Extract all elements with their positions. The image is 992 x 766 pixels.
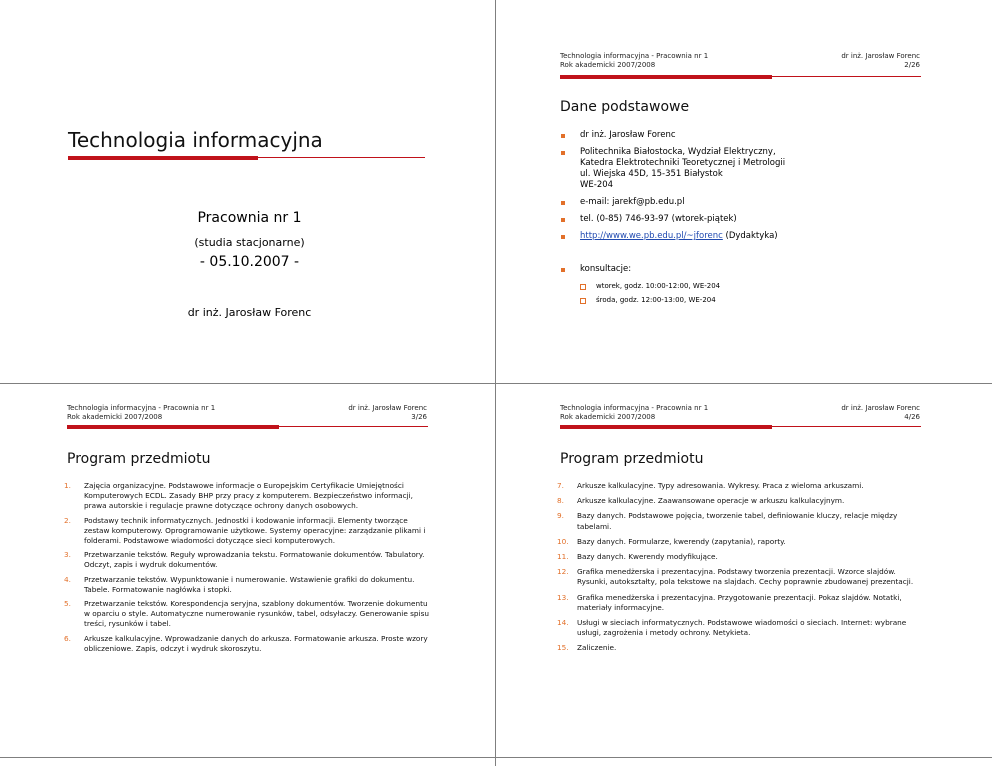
bullet-square-icon: [561, 201, 565, 205]
slide-2-basic-info: [497, 4, 988, 383]
item-number: 5.: [64, 599, 71, 609]
header-course: Technologia informacyjna - Pracownia nr 1: [560, 404, 709, 412]
slide-header-left: [560, 52, 708, 70]
item-text: Podstawy technik informatycznych. Jednostki i kodowanie informacji. Elementy tworzące zestaw komputerowy. Oprogramowanie użytkowe. Systemy operacyjne: zarządzanie plikami i folderami. Podstawowe wiadomości dotyczące sieci komputerowych.: [84, 515, 426, 546]
list-item: [557, 618, 927, 638]
item-text: Grafika menedżerska i prezentacyjna. Podstawy tworzenia prezentacji. Wzorce slajdów. Rysunki, autokształty, pola tekstowe na slajdach. Cechy poprawnie zbudowanej prezentacji.: [577, 567, 914, 587]
header-author: dr inż. Jarosław Forenc: [841, 52, 920, 60]
list-item: [64, 550, 434, 570]
website-link[interactable]: http://www.we.pb.edu.pl/~jforenc: [580, 231, 723, 241]
item-text: Arkusze kalkulacyjne. Zaawansowane operacje w arkuszu kalkulacyjnym.: [577, 496, 845, 506]
item-number: 1.: [64, 481, 71, 490]
list-item: [560, 264, 940, 305]
item-text: Przetwarzanie tekstów. Wypunktowanie i numerowanie. Wstawienie grafiki do dokumentu. Tabele. Formatowanie nagłówka i stopki.: [84, 574, 415, 594]
list-item: [560, 130, 940, 141]
program-list: [64, 481, 434, 658]
bullet-text: konsultacje:: [580, 264, 632, 274]
bullet-square-icon: [561, 218, 565, 222]
bullet-text: e-mail: jarekf@pb.edu.pl: [580, 197, 685, 207]
header-author: dr inż. Jarosław Forenc: [348, 404, 427, 412]
list-item: [64, 516, 434, 547]
header-rule-thin: [279, 426, 428, 427]
bullet-text: tel. (0-85) 746-93-97 (wtorek-piątek): [580, 214, 737, 224]
horizontal-divider: [0, 383, 992, 384]
item-number: 3.: [64, 550, 71, 560]
item-number: 7.: [557, 481, 564, 490]
header-course: Technologia informacyjna - Pracownia nr 1: [560, 52, 709, 60]
header-rule-thick: [560, 75, 772, 79]
item-text: Przetwarzanie tekstów. Reguły wprowadzania tekstu. Formatowanie dokumentów. Tabulatory. Odczyt, zapis i wydruk dokumentów.: [84, 550, 425, 570]
page-number: 3/26: [411, 413, 427, 421]
bullet-text: dr inż. Jarosław Forenc: [580, 130, 676, 140]
slide-title: Dane podstawowe: [560, 99, 690, 115]
slide-header-right: [841, 52, 920, 70]
header-course: Technologia informacyjna - Pracownia nr 1: [67, 404, 216, 412]
bullet-square-icon: [561, 151, 565, 155]
bullet-square-icon: [561, 268, 565, 272]
list-item: [560, 214, 940, 225]
slide-1-title: [4, 4, 495, 383]
list-item: [560, 147, 940, 191]
list-item: [557, 643, 927, 653]
slide-title: Program przedmiotu: [67, 451, 211, 467]
list-item: [557, 496, 927, 506]
item-text: Zajęcia organizacyjne. Podstawowe informacje o Europejskim Certyfikacie Umiejętności Komputerowych ECDL. Zasady BHP przy pracy z komputerem. Bezpieczeństwo informacji, prawa autorskie i regulacje prawne dotyczące ochrony danych osobowych.: [84, 481, 413, 511]
item-text: Bazy danych. Kwerendy modyfikujące.: [577, 552, 718, 562]
item-number: 8.: [557, 496, 564, 506]
slide-header-right: [348, 404, 427, 422]
page-number: 4/26: [904, 413, 920, 421]
item-text: Arkusze kalkulacyjne. Wprowadzanie danych do arkusza. Formatowanie arkusza. Proste wzory obliczeniowe. Zapis, odczyt i wydruk skoroszytu.: [84, 633, 428, 653]
hollow-square-icon: [580, 298, 586, 304]
bullet-square-icon: [561, 235, 565, 239]
consult-list: [580, 281, 940, 305]
list-item: [64, 575, 434, 595]
bullet-text: Politechnika Białostocka, Wydział Elektryczny, Katedra Elektrotechniki Teoretycznej i Metrologii ul. Wiejska 45D, 15-351 Białystok WE-204: [580, 147, 786, 190]
list-item: [64, 481, 434, 512]
list-item: [64, 599, 434, 630]
link-suffix: (Dydaktyka): [722, 231, 778, 241]
consult-item: [580, 281, 940, 291]
bullet-square-icon: [561, 134, 565, 138]
list-item: [557, 552, 927, 562]
list-item: [557, 537, 927, 547]
header-rule-thin: [772, 76, 921, 77]
title-underline-thin: [258, 157, 425, 158]
item-text: Usługi w sieciach informatycznych. Podstawowe wiadomości o sieciach. Internet: wybrane usługi, zagrożenia i metody ochrony. Netykieta.: [577, 618, 907, 638]
consult-text: środa, godz. 12:00-13:00, WE-204: [596, 296, 716, 304]
item-number: 11.: [557, 552, 569, 562]
slide-header-left: [67, 404, 215, 422]
header-rule-thick: [67, 425, 279, 429]
list-spacer: [560, 248, 940, 258]
item-text: Bazy danych. Formularze, kwerendy (zapytania), raporty.: [577, 536, 786, 546]
item-number: 10.: [557, 536, 569, 546]
list-item: [557, 481, 927, 491]
item-text: Grafika menedżerska i prezentacyjna. Przygotowanie prezentacji. Pokaz slajdów. Notatki, materiały informacyjne.: [577, 592, 902, 612]
item-number: 14.: [557, 618, 569, 628]
slide-1-study-mode: (studia stacjonarne): [194, 236, 305, 249]
item-number: 13.: [557, 592, 569, 602]
item-number: 4.: [64, 574, 71, 584]
header-year: Rok akademicki 2007/2008: [67, 413, 163, 421]
header-year: Rok akademicki 2007/2008: [560, 413, 656, 421]
consult-text: wtorek, godz. 10:00-12:00, WE-204: [596, 282, 721, 290]
list-item: [560, 197, 940, 208]
item-text: Arkusze kalkulacyjne. Typy adresowania. Wykresy. Praca z wieloma arkuszami.: [577, 481, 864, 490]
slide-4-program: [497, 385, 988, 757]
header-author: dr inż. Jarosław Forenc: [841, 404, 920, 412]
list-item: [557, 593, 927, 613]
program-list: [557, 481, 927, 659]
hollow-square-icon: [580, 284, 586, 290]
list-item: [557, 511, 927, 531]
item-number: 6.: [64, 633, 71, 643]
slide-title: Program przedmiotu: [560, 451, 704, 467]
slide-1-subtitle: Pracownia nr 1: [197, 210, 302, 226]
slide-1-date: - 05.10.2007 -: [199, 254, 300, 270]
item-number: 15.: [557, 643, 569, 653]
slide-header-left: [560, 404, 708, 422]
info-bullet-list: [560, 130, 940, 311]
item-number: 12.: [557, 567, 569, 577]
item-text: Zaliczenie.: [577, 643, 617, 653]
item-number: 2.: [64, 515, 71, 525]
slide-1-heading: Technologia informacyjna: [68, 128, 323, 152]
list-item: [64, 634, 434, 654]
bottom-divider: [0, 757, 992, 758]
item-text: Bazy danych. Podstawowe pojęcia, tworzenie tabel, definiowanie kluczy, relacje między tabelami.: [577, 511, 898, 531]
list-item: [560, 231, 940, 242]
consult-item: [580, 295, 940, 305]
slide-1-author: dr inż. Jarosław Forenc: [187, 306, 312, 319]
title-underline-thick: [68, 156, 258, 160]
slide-3-program: [4, 385, 495, 757]
page-number: 2/26: [904, 61, 920, 69]
slide-header-right: [841, 404, 920, 422]
header-rule-thick: [560, 425, 772, 429]
item-text: Przetwarzanie tekstów. Korespondencja seryjna, szablony dokumentów. Tworzenie dokumentu w oparciu o style. Automatyczne numerowanie rysunków, tabel, odsyłaczy. Generowanie spisu treści, rysunków i tabel.: [84, 599, 430, 629]
list-item: [557, 567, 927, 587]
item-number: 9.: [557, 511, 564, 521]
header-rule-thin: [772, 426, 921, 427]
header-year: Rok akademicki 2007/2008: [560, 61, 656, 69]
